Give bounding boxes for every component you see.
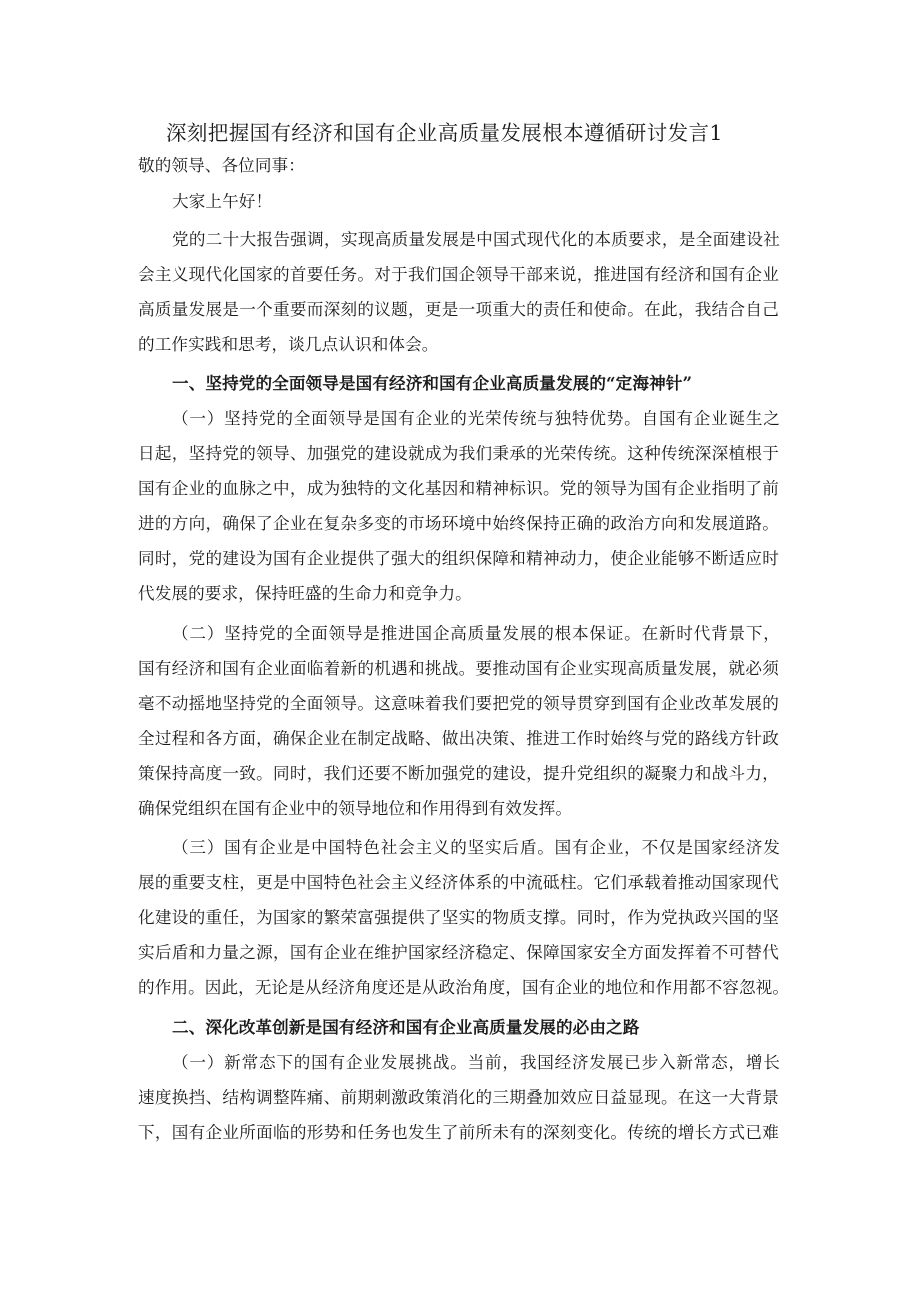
paragraph-line: 国有经济和国有企业面临着新的机遇和挑战。要推动国有企业实现高质量发展，就必须 — [138, 659, 779, 678]
document-title: 深刻把握国有经济和国有企业高质量发展根本遵循研讨发言1 — [166, 121, 723, 145]
paragraph-line: 确保党组织在国有企业中的领导地位和作用得到有效发挥。 — [138, 799, 573, 818]
paragraph-line: 国有企业的血脉之中，成为独特的文化基因和精神标识。党的领导为国有企业指明了前 — [138, 479, 779, 498]
paragraph-line: 化建设的重任，为国家的繁荣富强提供了坚实的物质支撑。同时，作为党执政兴国的坚 — [138, 908, 779, 927]
paragraph-line: （二）坚持党的全面领导是推进国企高质量发展的根本保证。在新时代背景下， — [172, 624, 780, 643]
salutation: 敬的领导、各位同事： — [138, 156, 305, 175]
paragraph-line: （三）国有企业是中国特色社会主义的坚实后盾。国有企业，不仅是国家经济发 — [172, 838, 780, 857]
paragraph-line: 速度换挡、结构调整阵痛、前期刺激政策消化的三期叠加效应日益显现。在这一大背景 — [138, 1088, 779, 1107]
section-heading-1: 一、坚持党的全面领导是国有经济和国有企业高质量发展的“定海神针” — [172, 373, 693, 393]
paragraph-line: 日起，坚持党的领导、加强党的建设就成为我们秉承的光荣传统。这种传统深深植根于 — [138, 444, 779, 463]
paragraph-line: 毫不动摇地坚持党的全面领导。这意味着我们要把党的领导贯穿到国有企业改革发展的 — [138, 694, 779, 713]
paragraph-line: 全过程和各方面，确保企业在制定战略、做出决策、推进工作时始终与党的路线方针政 — [138, 729, 779, 748]
paragraph-line: （一）坚持党的全面领导是国有企业的光荣传统与独特优势。自国有企业诞生之 — [172, 409, 780, 428]
paragraph-line: 进的方向，确保了企业在复杂多变的市场环境中始终保持正确的政治方向和发展道路。 — [138, 514, 779, 533]
paragraph-line: 下，国有企业所面临的形势和任务也发生了前所未有的深刻变化。传统的增长方式已难 — [138, 1123, 779, 1142]
paragraph-line: 会主义现代化国家的首要任务。对于我们国企领导干部来说，推进国有经济和国有企业 — [138, 265, 779, 284]
paragraph-line: 同时，党的建设为国有企业提供了强大的组织保障和精神动力，使企业能够不断适应时 — [138, 549, 779, 568]
paragraph-line: 的工作实践和思考，谈几点认识和体会。 — [138, 335, 439, 354]
paragraph-line: 的作用。因此，无论是从经济角度还是从政治角度，国有企业的地位和作用都不容忽视。 — [138, 978, 790, 997]
section-heading-2: 二、深化改革创新是国有经济和国有企业高质量发展的必由之路 — [172, 1017, 640, 1037]
paragraph-line: 展的重要支柱，更是中国特色社会主义经济体系的中流砥柱。它们承载着推动国家现代 — [138, 873, 779, 892]
paragraph-line: 实后盾和力量之源，国有企业在维护国家经济稳定、保障国家安全方面发挥着不可替代 — [138, 943, 779, 962]
paragraph-line: 党的二十大报告强调，实现高质量发展是中国式现代化的本质要求，是全面建设社 — [172, 230, 780, 249]
paragraph-line: 代发展的要求，保持旺盛的生命力和竞争力。 — [138, 584, 472, 603]
paragraph-line: 高质量发展是一个重要而深刻的议题，更是一项重大的责任和使命。在此，我结合自己 — [138, 300, 779, 319]
paragraph-line: 策保持高度一致。同时，我们还要不断加强党的建设，提升党组织的凝聚力和战斗力， — [138, 764, 779, 783]
paragraph-line: （一）新常态下的国有企业发展挑战。当前，我国经济发展已步入新常态，增长 — [172, 1053, 780, 1072]
greeting: 大家上午好！ — [172, 192, 273, 211]
